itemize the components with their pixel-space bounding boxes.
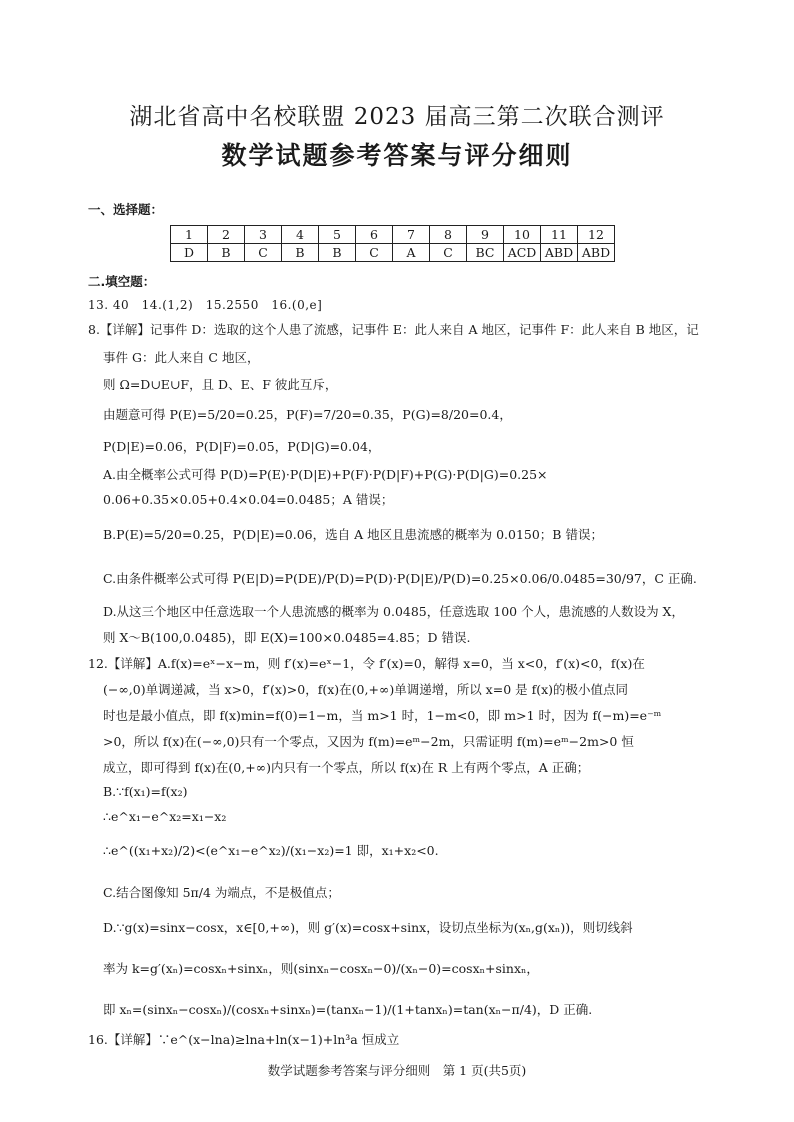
solution-line: ∴e^((x₁+x₂)/2)<(e^x₁−e^x₂)/(x₁−x₂)=1 即，x₁+x₂<0. (103, 843, 439, 858)
section-fill-heading: 二.填空题： (88, 274, 156, 289)
solution-line: ∴e^x₁−e^x₂=x₁−x₂ (103, 809, 227, 824)
answer-cell: D (171, 244, 208, 262)
fill-answers: 13. 40 14.(1,2) 15.2550 16.(0,e] (88, 298, 323, 312)
solution-line: 8.【详解】记事件 D：选取的这个人患了流感，记事件 E：此人来自 A 地区，记事件 F：此人来自 B 地区，记 (88, 322, 699, 337)
question-number-cell: 1 (171, 226, 208, 244)
question-number-cell: 2 (208, 226, 245, 244)
solution-line: 0.06+0.35×0.05+0.4×0.04=0.0485；A 错误； (103, 492, 394, 507)
answer-cell: ABD (578, 244, 615, 262)
solution-line: B.P(E)=5/20=0.25，P(D|E)=0.06，选自 A 地区且患流感的概率为 0.0150；B 错误； (103, 527, 603, 542)
answer-cell: B (282, 244, 319, 262)
solution-line: >0，所以 f(x)在(−∞,0)只有一个零点，又因为 f(m)=eᵐ−2m，只需证明 f(m)=eᵐ−2m>0 恒 (103, 734, 634, 749)
question-number-cell: 4 (282, 226, 319, 244)
solution-line: C.由条件概率公式可得 P(E|D)=P(DE)/P(D)=P(D)·P(D|E)/P(D)=0.25×0.06/0.0485=30/97，C 正确. (103, 571, 697, 586)
question-number-cell: 8 (430, 226, 467, 244)
question-number-cell: 3 (245, 226, 282, 244)
solution-line: C.结合图像知 5π/4 为端点，不是极值点； (103, 885, 340, 900)
section-choice-heading: 一、选择题： (88, 202, 164, 217)
answer-cell: A (393, 244, 430, 262)
solution-line: 即 xₙ=(sinxₙ−cosxₙ)/(cosxₙ+sinxₙ)=(tanxₙ−1)/(1+tanxₙ)=tan(xₙ−π/4)，D 正确. (103, 1002, 593, 1017)
solution-line: 则 X～B(100,0.0485)，即 E(X)=100×0.0485=4.85；D 错误. (103, 630, 471, 645)
solution-line: P(D|E)=0.06，P(D|F)=0.05，P(D|G)=0.04， (103, 439, 381, 454)
question-number-cell: 9 (467, 226, 504, 244)
answer-cell: ACD (504, 244, 541, 262)
answer-cell: C (356, 244, 393, 262)
solution-line: D.从这三个地区中任意选取一个人患流感的概率为 0.0485，任意选取 100 个人，患流感的人数设为 X， (103, 604, 684, 619)
answer-cell: C (245, 244, 282, 262)
solution-line: 12.【详解】A.f(x)=eˣ−x−m，则 f′(x)=eˣ−1，令 f′(x)=0，解得 x=0，当 x<0，f′(x)<0，f(x)在 (88, 656, 645, 671)
answer-table (170, 225, 615, 262)
solution-line: 成立，即可得到 f(x)在(0,+∞)内只有一个零点，所以 f(x)在 R 上有两个零点，A 正确； (103, 760, 590, 775)
solution-line: B.∵f(x₁)=f(x₂) (103, 784, 188, 799)
question-number-cell: 5 (319, 226, 356, 244)
page-footer: 数学试题参考答案与评分细则 第 1 页(共5页) (267, 1063, 527, 1078)
question-number-cell: 10 (504, 226, 541, 244)
answer-cell: ABD (541, 244, 578, 262)
answer-cell: B (319, 244, 356, 262)
question-number-cell: 7 (393, 226, 430, 244)
question-number-cell: 6 (356, 226, 393, 244)
question-number-cell: 11 (541, 226, 578, 244)
solution-line: A.由全概率公式可得 P(D)=P(E)·P(D|E)+P(F)·P(D|F)+P(G)·P(D|G)=0.25× (103, 467, 548, 482)
answer-cell: BC (467, 244, 504, 262)
title-line-2: 数学试题参考答案与评分细则 (221, 141, 573, 170)
solution-line: 16.【详解】∵e^(x−lna)≥lna+ln(x−1)+ln³a 恒成立 (88, 1032, 400, 1047)
solution-line: 由题意可得 P(E)=5/20=0.25，P(F)=7/20=0.35，P(G)=8/20=0.4， (103, 407, 512, 422)
solution-line: 则 Ω=D∪E∪F，且 D、E、F 彼此互斥， (103, 377, 338, 392)
question-number-cell: 12 (578, 226, 615, 244)
solution-line: 率为 k=g′(xₙ)=cosxₙ+sinxₙ，则(sinxₙ−cosxₙ−0)/(xₙ−0)=cosxₙ+sinxₙ， (103, 961, 539, 976)
solution-line: 时也是最小值点，即 f(x)min=f(0)=1−m，当 m>1 时，1−m<0，即 m>1 时，因为 f(−m)=e⁻ᵐ (103, 708, 662, 723)
answer-cell: B (208, 244, 245, 262)
answer-table-answers-row (171, 244, 615, 262)
solution-line: (−∞,0)单调递减，当 x>0，f′(x)>0，f(x)在(0,+∞)单调递增，所以 x=0 是 f(x)的极小值点同 (103, 682, 629, 697)
answer-cell: C (430, 244, 467, 262)
solution-line: 事件 G：此人来自 C 地区， (103, 350, 260, 365)
title-line-1: 湖北省高中名校联盟 2023 届高三第二次联合测评 (129, 104, 665, 130)
solution-line: D.∵g(x)=sinx−cosx，x∈[0,+∞)，则 g′(x)=cosx+sinx，设切点坐标为(xₙ,g(xₙ))，则切线斜 (103, 920, 633, 935)
answer-table-numbers-row (171, 226, 615, 244)
